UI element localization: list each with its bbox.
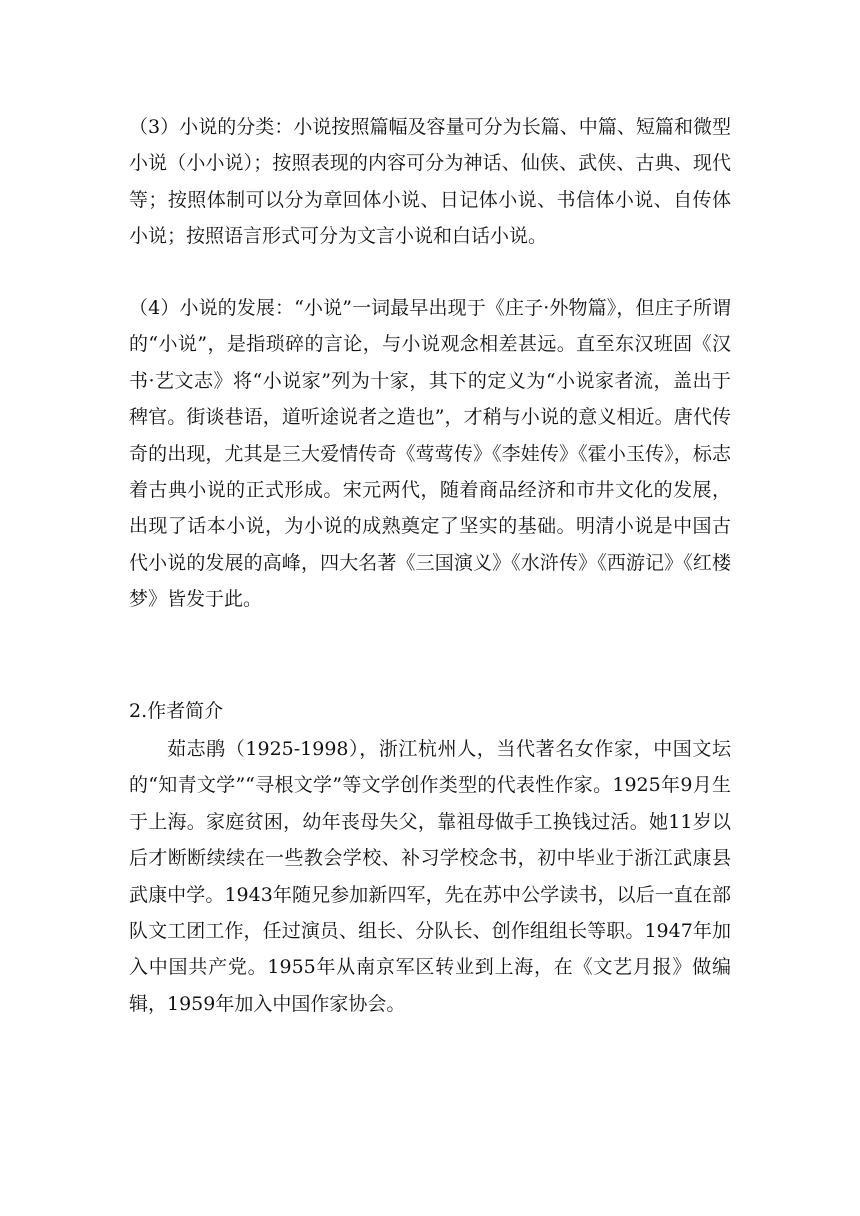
paragraph-novel-classification: （3）小说的分类：小说按照篇幅及容量可分为长篇、中篇、短篇和微型小说（小小说）；按照表现的内容可分为神话、仙侠、武侠、古典、现代等；按照体制可以分为章回体小说、日记体小说、书信体小说、自传体小说；按照语言形式可分为文言小说和白话小说。 (129, 116, 731, 248)
paragraph-novel-development: （4）小说的发展：“小说”一词最早出现于《庄子·外物篇》，但庄子所谓的“小说”，是指琐碎的言论，与小说观念相差甚远。直至东汉班固《汉书·艺文志》将“小说家”列为十家，其下的定义为“小说家者流，盖出于稗官。街谈巷语，道听途说者之造也”，才稍与小说的意义相近。唐代传奇的出现，尤其是三大爱情传奇《莺莺传》《李娃传》《霍小玉传》，标志着古典小说的正式形成。宋元两代，随着商品经济和市井文化的发展，出现了话本小说，为小说的成熟奠定了坚实的基础。明清小说是中国古代小说的发展的高峰，四大名著《三国演义》《水浒传》《西游记》《红楼梦》皆发于此。 (129, 297, 731, 611)
paragraph-author-biography: 茹志鹃（1925-1998），浙江杭州人，当代著名女作家，中国文坛的“知青文学”“寻根文学”等文学创作类型的代表性作家。1925年9月生于上海。家庭贫困，幼年丧母失父，靠祖母做手工换钱过活。她11岁以后才断断续续在一些教会学校、补习学校念书，初中毕业于浙江武康县武康中学。1943年随兄参加新四军，先在苏中公学读书，以后一直在部队文工团工作，任过演员、组长、分队长、创作组组长等职。1947年加入中国共产党。1955年从南京军区转业到上海，在《文艺月报》做编辑，1959年加入中国作家协会。 (129, 738, 731, 1015)
section-heading-author-intro: 2.作者简介 (129, 700, 224, 722)
